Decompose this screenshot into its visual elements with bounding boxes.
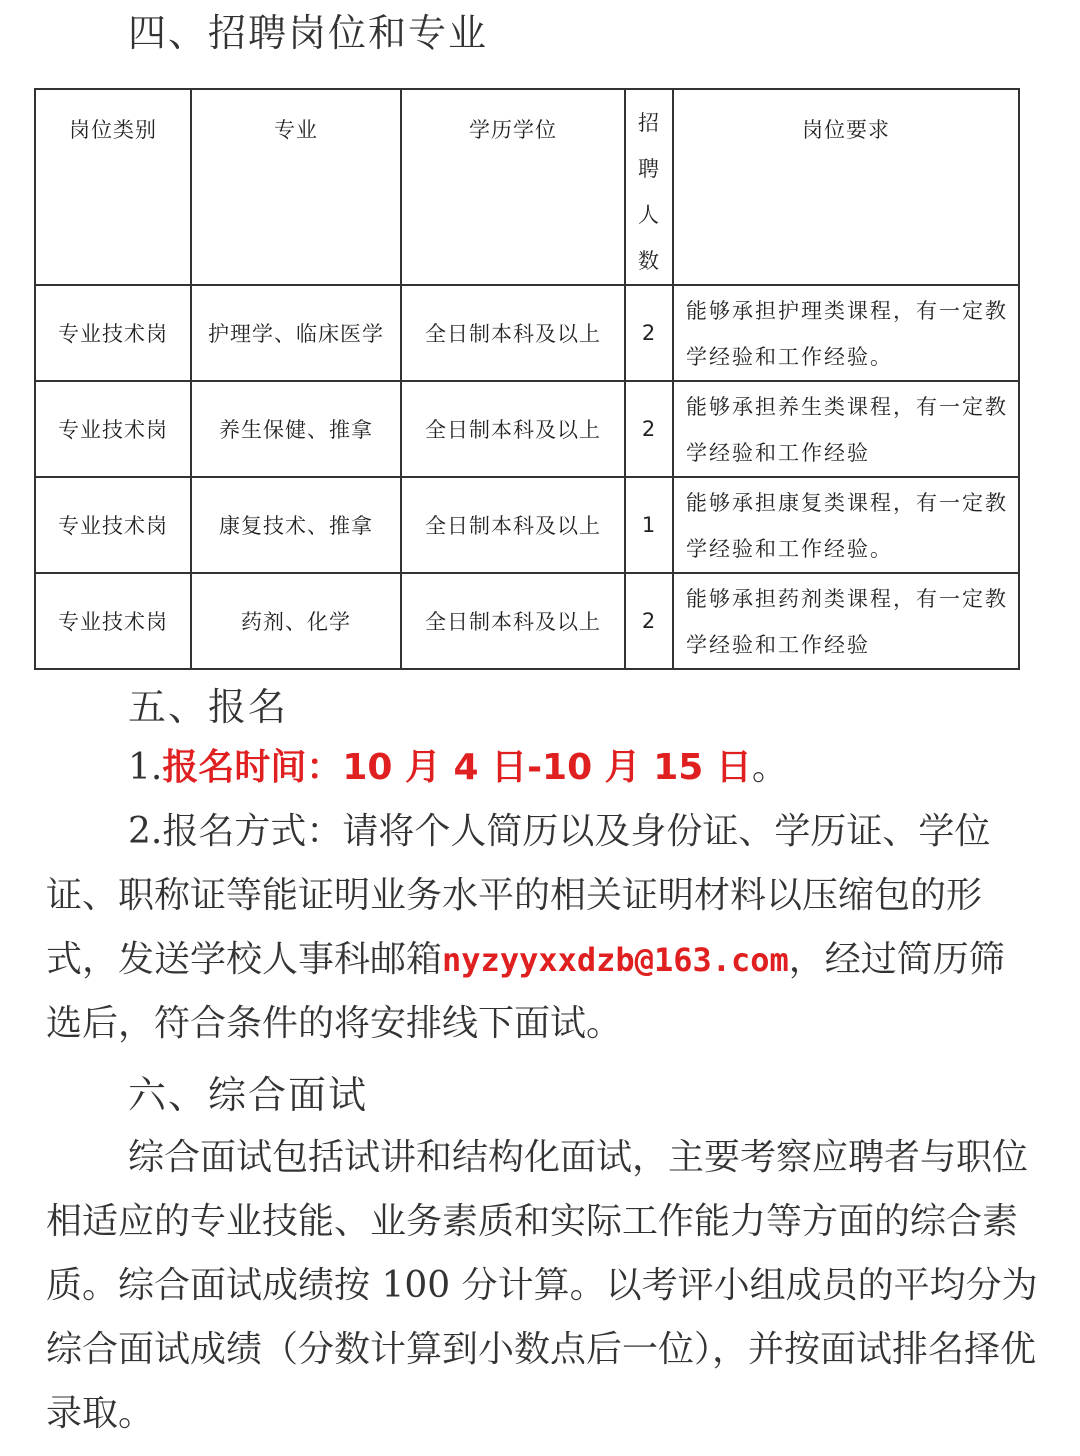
cell-category: 专业技术岗 [35,573,191,669]
cell-major: 养生保健、推拿 [191,381,401,477]
item-1-prefix: 1. [128,747,163,788]
header-category: 岗位类别 [35,89,191,285]
table-row [35,285,1019,381]
header-count [625,89,673,285]
cell-requirement: 能够承担康复类课程，有一定教学经验和工作经验。 [673,477,1019,573]
section-5-title: 五、报名 [128,685,289,729]
cell-requirement: 能够承担药剂类课程，有一定教学经验和工作经验 [673,573,1019,669]
cell-category: 专业技术岗 [35,381,191,477]
table-row [35,477,1019,573]
section-4-title: 四、招聘岗位和专业 [128,11,489,55]
cell-count: 2 [625,285,673,381]
header-count-char: 聘 [638,157,660,181]
cell-education: 全日制本科及以上 [401,477,625,573]
item-1-suffix: 。 [751,747,788,788]
table-row [35,381,1019,477]
table-header-row [35,89,1019,285]
header-major: 专业 [191,89,401,285]
interview-text: 综合面试包括试讲和结构化面试，主要考察应聘者与职位相适应的专业技能、业务素质和实际工作能力等方面的综合素质。综合面试成绩按 100 分计算。以考评小组成员的平均分为综合面试成绩（分数计算到小数点后一位），并按面试排名择优录取。 [46,1137,1038,1434]
cell-count: 1 [625,477,673,573]
email-link[interactable]: nyzyyxxdzb@163.com [442,941,789,979]
cell-major: 康复技术、推拿 [191,477,401,573]
cell-major: 护理学、临床医学 [191,285,401,381]
interview-body [46,1126,1040,1446]
cell-category: 专业技术岗 [35,285,191,381]
header-education: 学历学位 [401,89,625,285]
header-count-char: 数 [638,249,660,273]
cell-category: 专业技术岗 [35,477,191,573]
registration-method-tail: ，经过简历筛选后，符合条件的将安排线下面试。 [46,939,1005,1044]
header-count-char: 招 [638,111,660,135]
header-requirement: 岗位要求 [673,89,1019,285]
registration-time-highlight: 报名时间：10 月 4 日-10 月 15 日 [162,747,752,788]
cell-major: 药剂、化学 [191,573,401,669]
cell-requirement: 能够承担养生类课程，有一定教学经验和工作经验 [673,381,1019,477]
cell-education: 全日制本科及以上 [401,573,625,669]
header-count-char: 人 [638,203,660,227]
section-6-title: 六、综合面试 [128,1073,369,1117]
table-row [35,573,1019,669]
cell-count: 2 [625,573,673,669]
cell-education: 全日制本科及以上 [401,381,625,477]
cell-requirement: 能够承担护理类课程，有一定教学经验和工作经验。 [673,285,1019,381]
registration-method [46,800,1040,1056]
registration-method-text: 2.报名方式：请将个人简历以及身份证、学历证、学位证、职称证等能证明业务水平的相关证明材料以压缩包的形式，发送学校人事科邮箱 [46,811,991,980]
cell-education: 全日制本科及以上 [401,285,625,381]
cell-count: 2 [625,381,673,477]
recruitment-table [34,88,1020,670]
registration-time [128,736,1040,800]
